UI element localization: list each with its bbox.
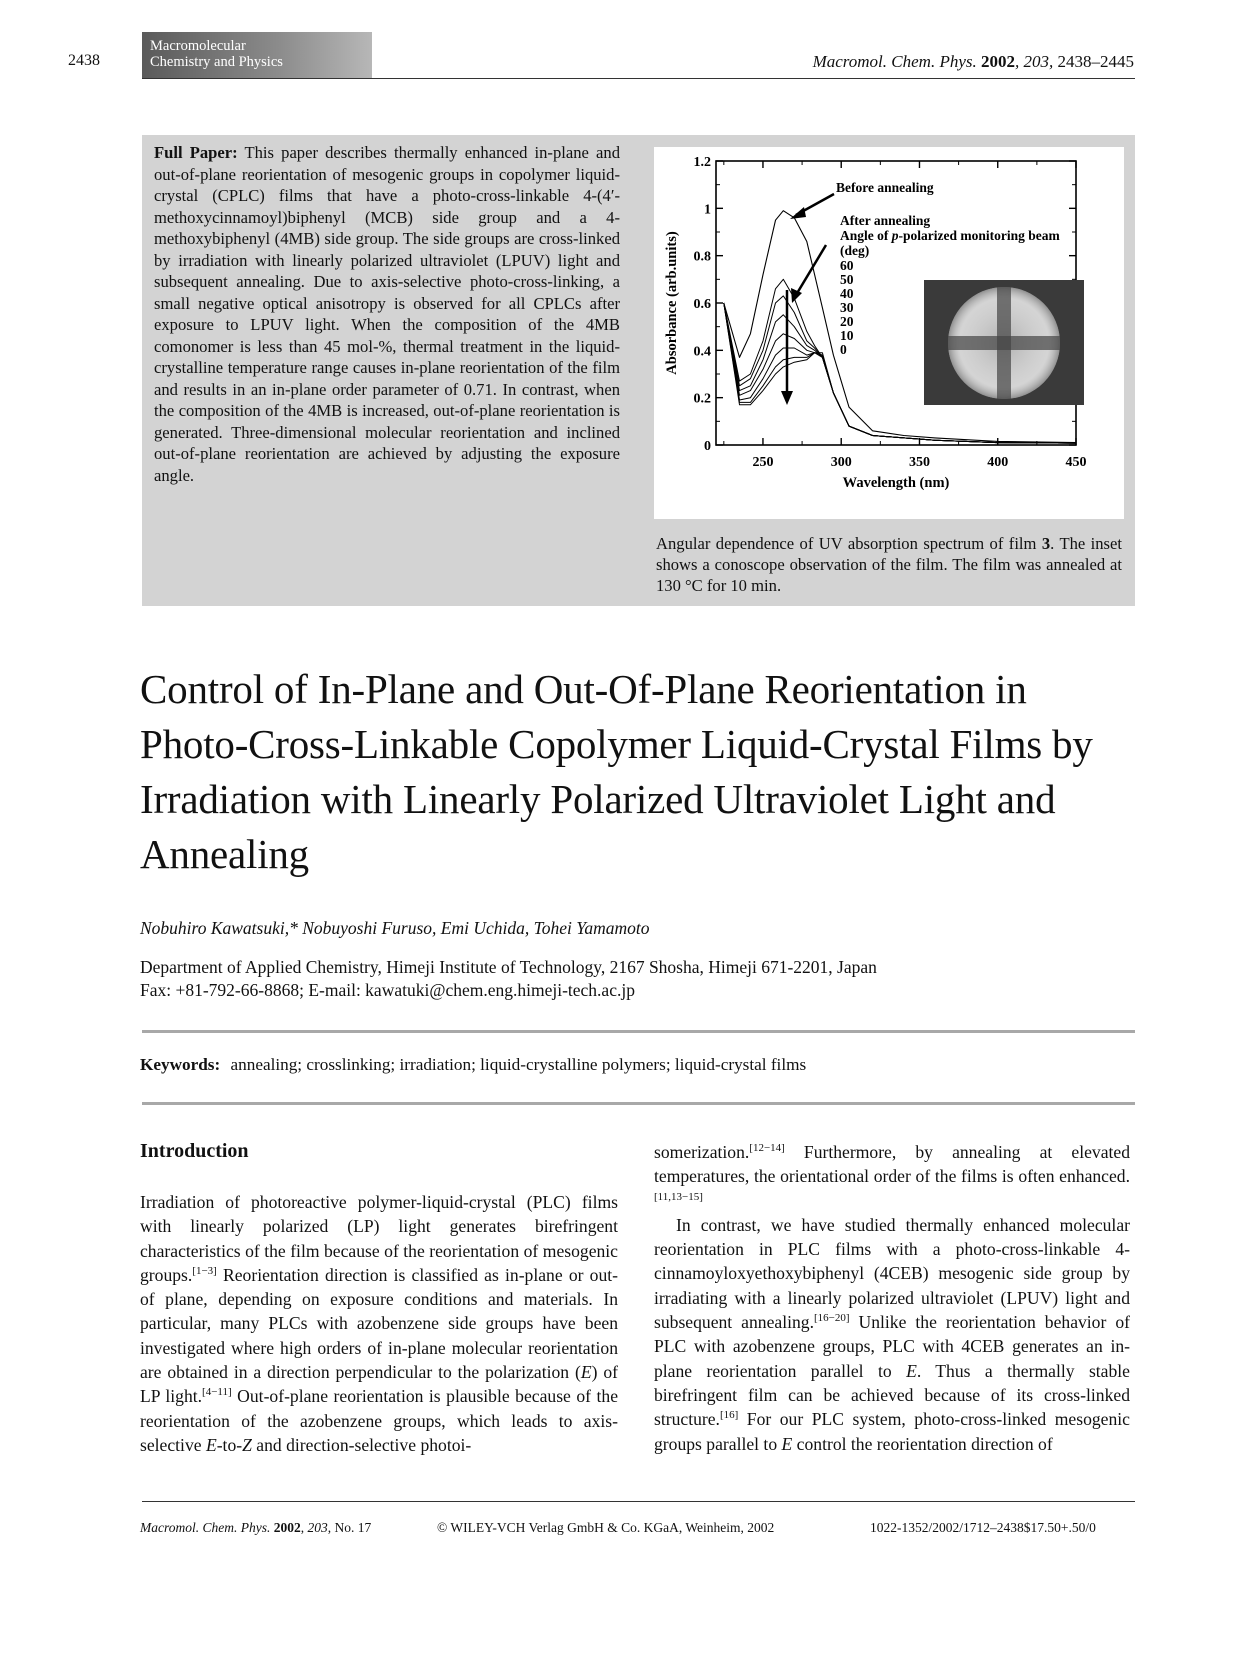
arrow-before-head <box>790 207 806 219</box>
journal-logo <box>142 32 372 78</box>
figure-caption-bold: 3 <box>1041 534 1051 553</box>
section-rule <box>142 1030 1135 1033</box>
header-journal: Macromol. Chem. Phys. <box>812 52 977 71</box>
y-tick-label: 1.2 <box>693 155 711 170</box>
angle-label: 20 <box>840 314 854 329</box>
body-column-right <box>654 1140 1130 1456</box>
header-year: 2002 <box>981 52 1015 71</box>
affiliation-department: Department of Applied Chemistry, Himeji Institute of Technology, 2167 Shosha, Himeji 671-2201, Japan <box>140 957 877 977</box>
keywords <box>140 1055 806 1075</box>
paper-title: Control of In-Plane and Out-Of-Plane Reorientation in Photo-Cross-Linkable Copolymer Liquid-Crystal Films by Irradiation with Linearly Polarized Ultraviolet Light and Annealing <box>140 666 1093 877</box>
abstract-label: Full Paper: <box>154 143 238 162</box>
angle-label: 40 <box>840 286 854 301</box>
figure-caption: Angular dependence of UV absorption spectrum of film 3. The inset shows a conoscope observation of the film. The film was annealed at 130 °C for 10 min. <box>656 534 1122 595</box>
arrow-after <box>796 245 826 295</box>
absorption-chart <box>654 147 1124 519</box>
x-tick-label: 250 <box>752 455 774 470</box>
x-tick-label: 350 <box>908 455 930 470</box>
keywords-label: Keywords: <box>140 1055 221 1074</box>
journal-logo-line1: Macromolecular <box>150 38 246 54</box>
x-tick-label: 400 <box>987 455 1009 470</box>
footer-rule <box>142 1501 1135 1502</box>
x-tick-label: 450 <box>1065 455 1087 470</box>
angle-label: 60 <box>840 258 854 273</box>
angle-label: 10 <box>840 328 854 343</box>
abstract-body: This paper describes thermally enhanced in-plane and out-of-plane reorientation of mesogenic groups in copolymer liquid-crystal (CPLC) films that have a photo-cross-linkable 4-(4′-methoxycinnamoyl)biphenyl (MCB) side group and a 4-methoxybiphenyl (4MB) side group. The side groups are cross-linked by irradiation with linearly polarized ultraviolet (LPUV) light and subsequent annealing. Due to axis-selective photo-cross-linking, a small negative optical anisotropy is observed for all CPLCs after exposure to LPUV light. When the composition of the 4MB comonomer is less than 45 mol-%, thermal treatment in the liquid-crystalline temperature range causes in-plane reorientation of the film and results in an in-plane order parameter of 0.71. In contrast, when the composition of the 4MB is increased, out-of-plane reorientation is generated. Three-dimensional molecular reorientation and inclined out-of-plane reorientation are achieved by adjusting the exposure angle. <box>154 143 620 485</box>
y-tick-label: 0.4 <box>693 344 711 360</box>
header-pages: 2438–2445 <box>1057 52 1134 71</box>
introduction-heading: Introduction <box>140 1140 249 1162</box>
footer-publisher: © WILEY-VCH Verlag GmbH & Co. KGaA, Weinheim, 2002 <box>437 1520 775 1535</box>
header-citation: Macromol. Chem. Phys. 2002, 203, 2438–2445 <box>812 52 1134 71</box>
keywords-list: annealing; crosslinking; irradiation; liquid-crystalline polymers; liquid-crystal films <box>230 1055 807 1074</box>
y-tick-label: 0.6 <box>693 297 711 312</box>
x-tick-label: 300 <box>830 455 852 470</box>
annotation-after-annealing: After annealing <box>840 213 931 228</box>
affiliation <box>140 956 877 1002</box>
authors: Nobuhiro Kawatsuki,* Nobuyoshi Furuso, Emi Uchida, Tohei Yamamoto <box>140 918 650 938</box>
annotation-deg: (deg) <box>840 243 870 258</box>
header-rule <box>142 78 1135 79</box>
y-tick-label: 0 <box>704 439 711 454</box>
paragraph: Irradiation of photoreactive polymer-liquid-crystal (PLC) films with linearly polarized (LP) light generates birefringent characteristics of the film because of the reorientation of mesogenic groups.[1−3] Reorientation direction is classified as in-plane or out-of plane, depending on exposure conditions and materials. In particular, many PLCs with azobenzene side groups have been investigated where high orders of in-plane molecular reorientation are obtained in a direction perpendicular to the polarization (E) of LP light.[4−11] Out-of-plane reorientation is plausible because of the reorientation of the azobenzene groups, which leads to axis-selective E-to-Z and direction-selective photoi- <box>140 1192 619 1455</box>
conoscope-inset <box>924 280 1084 405</box>
y-tick-label: 1 <box>704 202 711 218</box>
paragraph: In contrast, we have studied thermally enhanced molecular reorientation in PLC films with a photo-cross-linkable 4-cinnamoyloxyethoxybiphenyl (4CEB) mesogenic side group by irradiating with a linearly polarized ultraviolet (LPUV) light and subsequent annealing.[16−20] Unlike the reorientation behavior of PLC with azobenzene groups, PLC with 4CEB generates an in-plane reorientation parallel to E. Thus a thermally stable birefringent film can be achieved because of its cross-linked structure.[16] For our PLC system, photo-cross-linked mesogenic groups parallel to E control the reorientation direction of <box>654 1214 1130 1454</box>
angle-label: 50 <box>840 272 854 287</box>
angle-label: 30 <box>840 300 854 315</box>
y-tick-label: 0.2 <box>693 391 711 407</box>
page-number: 2438 <box>68 52 100 69</box>
footer-code: 1022-1352/2002/1712–2438$17.50+.50/0 <box>870 1520 1096 1535</box>
section-rule <box>142 1102 1135 1105</box>
absorption-chart-panel <box>654 147 1124 519</box>
abstract-text <box>154 142 620 486</box>
arrow-down-head <box>781 391 793 405</box>
annotation-before-annealing: Before annealing <box>836 180 934 195</box>
y-axis-label: Absorbance (arb.units) <box>664 231 680 375</box>
y-tick-label: 0.8 <box>693 249 711 265</box>
body-column-left <box>140 1190 618 1457</box>
annotation-angle-label: Angle of p-polarized monitoring beam <box>840 228 1060 243</box>
x-axis-label: Wavelength (nm) <box>842 475 950 491</box>
arrow-after-head <box>791 288 802 303</box>
footer-citation: Macromol. Chem. Phys. 2002, 203, No. 17 <box>140 1520 372 1535</box>
chart-arrows <box>781 194 834 405</box>
affiliation-contact: Fax: +81-792-66-8868; E-mail: kawatuki@chem.eng.himeji-tech.ac.jp <box>140 980 635 1000</box>
journal-logo-line2: Chemistry and Physics <box>150 54 283 70</box>
angle-label: 0 <box>840 342 847 357</box>
header-volume: 203 <box>1023 52 1049 71</box>
paragraph: somerization.[12−14] Furthermore, by annealing at elevated temperatures, the orientational order of the films is often enhanced.[11,13−15] <box>654 1142 1130 1203</box>
